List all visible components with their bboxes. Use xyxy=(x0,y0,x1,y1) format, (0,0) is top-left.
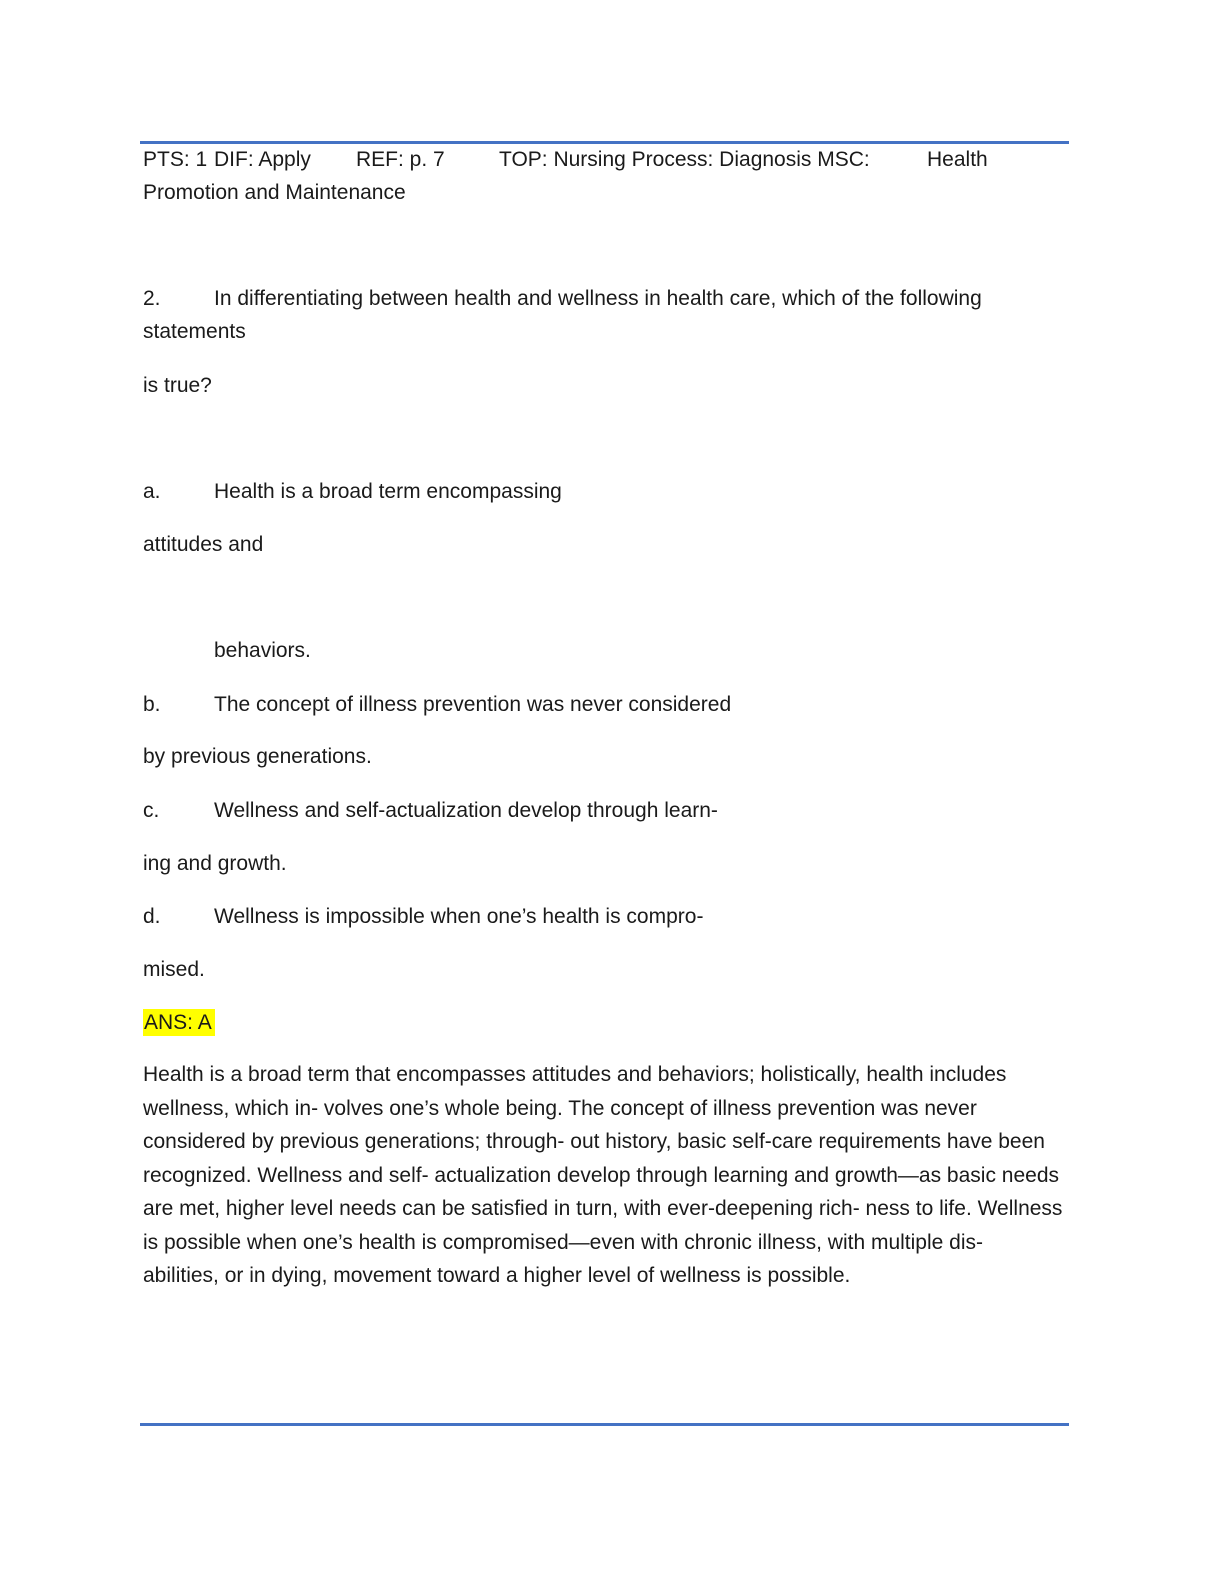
question-stem-line-2: statements xyxy=(143,320,246,343)
option-c-letter: c. xyxy=(143,799,160,822)
question-number: 2. xyxy=(143,287,161,310)
msc-label-part-2: Promotion and Maintenance xyxy=(143,181,406,204)
option-d-letter: d. xyxy=(143,905,161,928)
option-b-line-1: The concept of illness prevention was never considered xyxy=(214,693,732,716)
option-d-line-1: Wellness is impossible when one’s health is compro- xyxy=(214,905,704,928)
option-a-line-1: Health is a broad term encompassing xyxy=(214,480,562,503)
option-a-line-2: attitudes and xyxy=(143,533,264,556)
option-b-letter: b. xyxy=(143,693,161,716)
points-label: PTS: 1 xyxy=(143,148,208,171)
topic-label: TOP: Nursing Process: Diagnosis MSC: xyxy=(499,148,870,171)
reference-label: REF: p. 7 xyxy=(356,148,445,171)
option-d-line-2: mised. xyxy=(143,958,205,981)
option-b-line-2: by previous generations. xyxy=(143,745,372,768)
answer-rationale: Health is a broad term that encompasses attitudes and behaviors; holistically, health includes wellness, which in- volves one’s whole being. The concept of illness prevention was never considered by previous generations; through- out history, basic self-care requirements have been recognized. Wellness and self- actualization develop through learning and growth—as basic needs are met, higher level needs can be satisfied in turn, with ever-deepening rich- ness to life. Wellness is possible when one’s health is compromised—even with chronic illness, with multiple dis- abilities, or in dying, movement toward a higher level of wellness is possible. xyxy=(143,1063,1063,1287)
option-a-line-3: behaviors. xyxy=(214,639,311,662)
option-a-letter: a. xyxy=(143,480,161,503)
option-c-line-1: Wellness and self-actualization develop through learn- xyxy=(214,799,718,822)
question-stem-line-1: In differentiating between health and wellness in health care, which of the following xyxy=(214,287,982,310)
bottom-rule xyxy=(140,1423,1069,1426)
answer-label: ANS: A xyxy=(143,1009,215,1036)
question-stem-line-3: is true? xyxy=(143,374,212,397)
option-c-line-2: ing and growth. xyxy=(143,852,287,875)
answer-label-row xyxy=(143,1006,215,1039)
msc-label-part-1: Health xyxy=(927,148,988,171)
difficulty-label: DIF: Apply xyxy=(214,148,311,171)
